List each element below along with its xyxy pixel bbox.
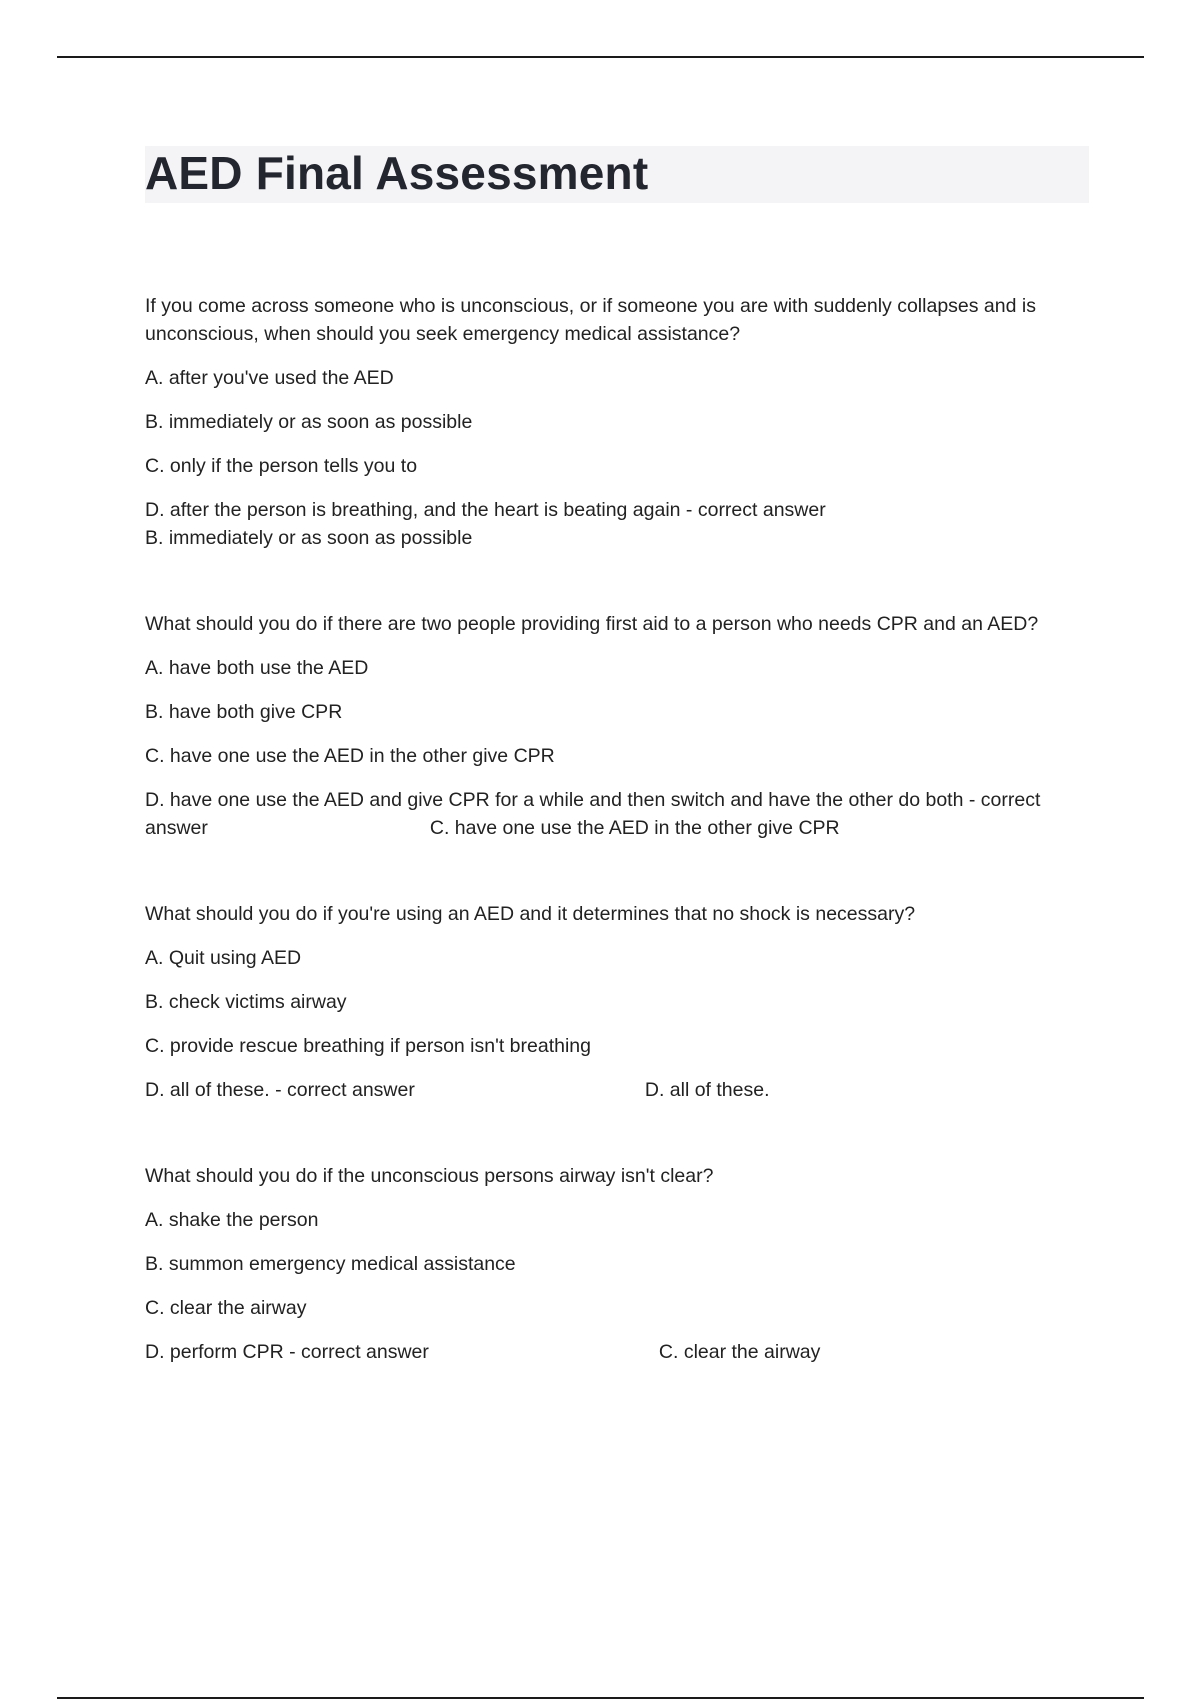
question-text: If you come across someone who is unconscious, or if someone you are with suddenly collapses and is unconscious, when should you seek emergency medical assistance? (145, 295, 1036, 345)
question-text: What should you do if you're using an AED and it determines that no shock is necessary? (145, 903, 916, 925)
option-d-text: D. after the person is breathing, and the heart is beating again - correct answer (145, 499, 826, 521)
option-d-text: D. perform CPR - correct answer (145, 1341, 429, 1363)
option-a: A. after you've used the AED (145, 367, 394, 389)
option-c: C. clear the airway (145, 1297, 307, 1319)
option-a: A. have both use the AED (145, 657, 369, 679)
question-block (145, 292, 1085, 552)
option-d-with-answer (145, 1076, 1085, 1104)
question-text: What should you do if the unconscious persons airway isn't clear? (145, 1165, 714, 1187)
question-block (145, 900, 1085, 1104)
option-b: B. check victims airway (145, 991, 347, 1013)
question-block (145, 1162, 1085, 1366)
question-list (145, 292, 1085, 1366)
bottom-rule (57, 1697, 1144, 1699)
option-c: C. have one use the AED in the other give CPR (145, 745, 555, 767)
question-block (145, 610, 1085, 842)
option-d-text: D. have one use the AED and give CPR for a while and then switch and have the other do both - correct answer (145, 789, 1041, 839)
top-rule (57, 56, 1144, 58)
option-c: C. provide rescue breathing if person isn't breathing (145, 1035, 591, 1057)
answer-text: C. clear the airway (658, 1341, 821, 1363)
option-c: C. only if the person tells you to (145, 455, 418, 477)
option-b: B. summon emergency medical assistance (145, 1253, 516, 1275)
page-title: AED Final Assessment (145, 147, 649, 199)
option-d-with-answer (145, 1338, 1085, 1366)
option-d (145, 496, 1085, 524)
option-a: A. Quit using AED (145, 947, 302, 969)
question-text: What should you do if there are two people providing first aid to a person who needs CPR and an AED? (145, 613, 1039, 635)
option-b: B. immediately or as soon as possible (145, 411, 473, 433)
option-b: B. have both give CPR (145, 701, 343, 723)
answer-text: C. have one use the AED in the other give CPR (429, 817, 840, 839)
answer-text: D. all of these. (644, 1079, 770, 1101)
option-d-text: D. all of these. - correct answer (145, 1079, 415, 1101)
option-a: A. shake the person (145, 1209, 319, 1231)
answer-text: B. immediately or as soon as possible (145, 527, 473, 549)
option-d-with-answer (145, 786, 1085, 842)
